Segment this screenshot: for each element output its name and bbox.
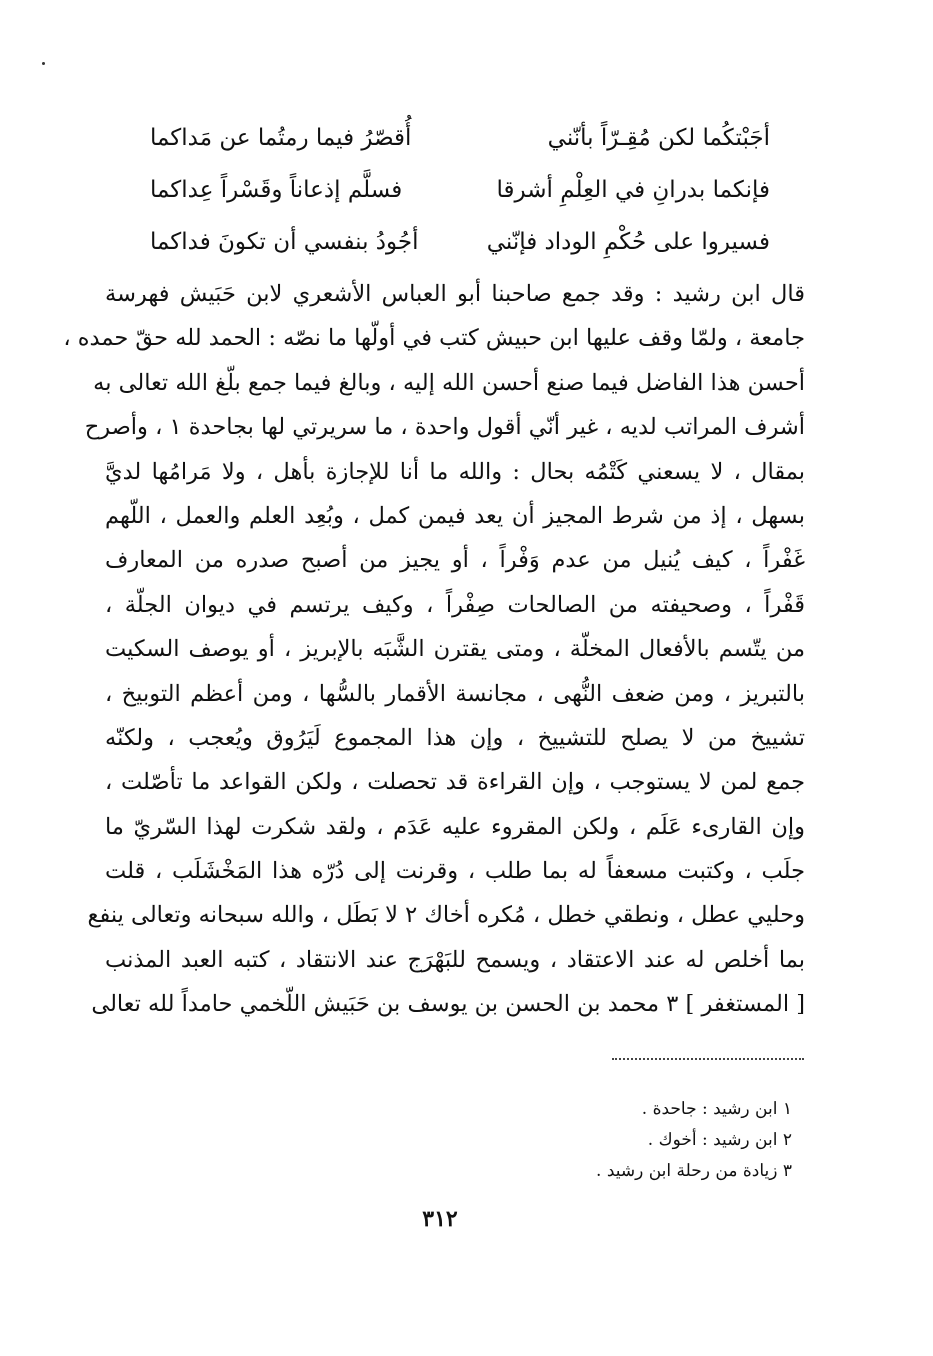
footnote: ٢ ابن رشيد : أخوك . bbox=[647, 1130, 792, 1150]
verse-second-hemistich: فسلَّم إذعاناً وقَسْراً عِداكما bbox=[150, 177, 403, 203]
prose-line: وحليي عطل ، ونطقي خطل ، مُكره أخاك ٢ لا بَطَل ، والله سبحانه وتعالى ينفع bbox=[87, 902, 805, 929]
verse-second-hemistich: أجُودُ بنفسي أن تكونَ فداكما bbox=[150, 229, 419, 255]
poem-verses bbox=[150, 112, 770, 268]
prose-line: أحسن هذا الفاضل فيما صنع أحسن الله إليه ، وبالغ فيما جمع بلّغ الله تعالى به bbox=[93, 369, 805, 396]
prose-line: جامعة ، ولمّا وقف عليها ابن حبيش كتب في أولّها ما نصّه : الحمد لله حقّ حمده ، bbox=[63, 325, 805, 352]
verse-first-hemistich: فإنكما بدرانِ في العِلْمِ أشرقا bbox=[496, 177, 770, 203]
prose-line: جمع لمن لا يستوجب ، وإن القراءة قد تحصلت ، ولكن القواعد ما تأصّلت ، bbox=[105, 769, 805, 796]
prose-line: قَفْراً ، وصحيفته من الصالحات صِفْراً ، وكيف يرتسم في ديوان الجلّة ، bbox=[105, 591, 805, 618]
prose-line: بمقال ، لا يسعني كَتْمُه بحال : والله ما أنا للإجازة بأهل ، ولا مَرامُها لديَّ bbox=[105, 458, 805, 485]
prose-line: وإن القارىء عَلَم ، ولكن المقروء عليه عَدَم ، ولقد شكرت لهذا السّريّ ما bbox=[105, 813, 805, 840]
prose-line: بما أخلص له عند الاعتقاد ، ويسمح للبَهْرَج عند الانتقاد ، كتبه العبد المذنب bbox=[105, 946, 805, 973]
verse-line bbox=[150, 216, 770, 268]
verse-line bbox=[150, 164, 770, 216]
footnote-divider bbox=[612, 1058, 804, 1060]
verse-first-hemistich: أجَبْتكُما لكن مُقِـرّاً بأنّني bbox=[547, 125, 770, 151]
page-number: ٣١٢ bbox=[422, 1206, 458, 1232]
prose-body bbox=[63, 272, 805, 1027]
prose-line: أشرف المراتب لديه ، غير أنّي أقول واحدة ، ما سريرتي لها بجاحدة ١ ، وأصرح bbox=[84, 414, 805, 441]
verse-line bbox=[150, 112, 770, 164]
prose-line: بسهل ، إذ من شرط المجيز أن يعد فيمن كمل ، وبُعِد العلم والعمل ، اللّهم bbox=[105, 502, 805, 529]
verse-first-hemistich: فسيروا على حُكْمِ الوداد فإنّني bbox=[486, 229, 770, 255]
prose-line: بالتبريز ، ومن ضعف النُّهى ، مجانسة الأقمار بالسُّها ، ومن أعظم التوبيخ ، bbox=[105, 680, 805, 707]
prose-line: [ المستغفر ] ٣ محمد بن الحسن بن يوسف بن حَبَيش اللّخمي حامداً لله تعالى bbox=[91, 991, 805, 1018]
verse-second-hemistich: أُقصّرُ فيما رمتُما عن مَداكما bbox=[150, 125, 412, 151]
prose-line: غَفْراً ، كيف يُنيل من عدم وَفْراً ، أو يجيز من أصبح صدره من المعارف bbox=[105, 547, 805, 574]
prose-line: قال ابن رشيد : وقد جمع صاحبنا أبو العباس الأشعري لابن حَبَيش فهرسة bbox=[105, 281, 805, 307]
footnotes bbox=[520, 1094, 792, 1187]
footnote: ١ ابن رشيد : جاحدة . bbox=[641, 1099, 792, 1119]
margin-dot bbox=[42, 62, 45, 65]
prose-line: تشييخ من لا يصلح للتشييخ ، وإن هذا المجموع لَيَرُوق ويُعجب ، ولكنّه bbox=[105, 724, 805, 751]
prose-line: جلَب ، وكتبت مسعفاً له بما طلب ، وقرنت إلى دُرّه هذا المَخْشَلَب ، قلت bbox=[105, 858, 805, 885]
footnote: ٣ زيادة من رحلة ابن رشيد . bbox=[596, 1161, 792, 1181]
prose-line: من يتّسم بالأفعال المخلّة ، ومتى يقترن الشَّبَه بالإبريز ، أو يوصف السكيت bbox=[105, 636, 805, 663]
